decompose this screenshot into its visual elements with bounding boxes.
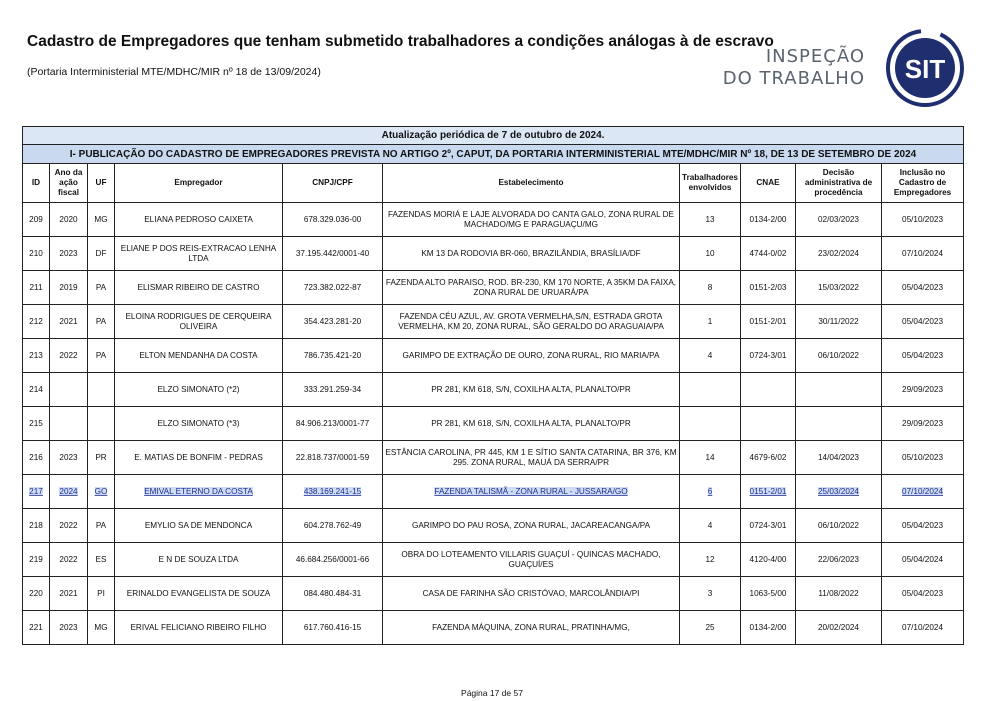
table-row [23,577,964,611]
cell-empregador [115,475,283,509]
cell-ano-text: 2023 [59,452,78,462]
cell-trab-text: 1 [707,316,713,326]
cell-empregador [115,305,283,339]
cell-uf-text: ES [95,554,107,564]
cell-inclusao [882,509,964,543]
cell-cnae [741,509,796,543]
cell-ano-text: 2022 [59,520,78,530]
cell-cnpj-text: 354.423.281-20 [303,316,362,326]
cell-estab-text: PR 281, KM 618, S/N, COXILHA ALTA, PLANALTO/PR [431,384,631,394]
cell-empregador [115,509,283,543]
cell-decisao-text: 02/03/2023 [818,214,859,224]
cell-cnae-text: 0151-2/01 [749,316,787,326]
col-header-cnae: CNAE [741,164,796,203]
cell-empregador [115,543,283,577]
col-header-id: ID [23,164,50,203]
cell-decisao-text: 15/03/2022 [818,282,859,292]
cell-uf-text: DF [95,248,107,258]
cell-trab-text: 3 [707,588,713,598]
cell-uf [88,475,115,509]
cell-inclusao-text: 05/10/2023 [902,452,943,462]
cell-ano [50,237,88,271]
cell-cnpj [283,373,383,407]
cell-inclusao [882,577,964,611]
cell-cnpj-text: 723.382.022-87 [303,282,362,292]
cell-uf-text: PR [95,452,107,462]
cell-cnae [741,441,796,475]
table-row [23,509,964,543]
cell-id-text: 211 [29,282,43,292]
cell-uf [88,577,115,611]
cell-trab [680,305,741,339]
cell-cnpj [283,543,383,577]
table-row [23,441,964,475]
cell-inclusao-text: 07/10/2024 [902,486,943,496]
cell-estab [383,271,680,305]
cell-cnae [741,611,796,645]
cell-cnae-text: 0134-2/00 [749,622,787,632]
cell-trab [680,237,741,271]
cell-cnpj [283,237,383,271]
cell-inclusao [882,407,964,441]
cell-decisao [796,611,882,645]
cell-id [23,509,50,543]
cell-inclusao [882,305,964,339]
cell-trab-text: 10 [705,248,715,258]
cell-decisao-text: 30/11/2022 [818,316,859,326]
cell-cnae-text: 4120-4/00 [749,554,787,564]
cell-decisao-text: 23/02/2024 [818,248,859,258]
cell-id [23,441,50,475]
cell-trab-text: 4 [707,520,713,530]
cell-inclusao-text: 05/04/2023 [902,520,943,530]
cell-uf-text: PA [95,282,107,292]
cell-inclusao-text: 05/04/2023 [902,350,943,360]
document-title: Cadastro de Empregadores que tenham submetido trabalhadores a condições análogas à de escravo [27,33,774,50]
cell-estab [383,407,680,441]
cell-estab-text: PR 281, KM 618, S/N, COXILHA ALTA, PLANALTO/PR [431,418,631,428]
cell-estab-text: KM 13 DA RODOVIA BR-060, BRAZILÂNDIA, BRASÍLIA/DF [421,248,641,258]
cell-uf [88,271,115,305]
cell-inclusao [882,373,964,407]
cell-empregador-text: EMIVAL ETERNO DA COSTA [144,486,253,496]
cell-cnpj [283,509,383,543]
cell-uf [88,543,115,577]
cell-uf-text: MG [94,214,108,224]
cell-estab-text: GARIMPO DO PAU ROSA, ZONA RURAL, JACAREACANGA/PA [411,520,651,530]
cell-estab [383,373,680,407]
cell-cnae-text: 0724-3/01 [749,350,787,360]
cell-id-text: 221 [29,622,43,632]
cell-id-text: 217 [29,486,43,496]
cell-cnpj-text: 604.278.762-49 [303,520,362,530]
logo-line-2: DO TRABALHO [722,68,865,89]
cell-inclusao [882,237,964,271]
cell-cnpj-text: 46.684.256/0001-66 [295,554,370,564]
cell-cnpj [283,611,383,645]
cell-cnae [741,407,796,441]
cell-id [23,543,50,577]
cell-ano-text: 2021 [59,316,78,326]
cell-cnae-text: 0134-2/00 [749,214,787,224]
cell-estab [383,441,680,475]
table-row [23,237,964,271]
cell-estab-text: GARIMPO DE EXTRAÇÃO DE OURO, ZONA RURAL, RIO MARIA/PA [402,350,660,360]
col-header-empregador: Empregador [115,164,283,203]
cell-cnae-text: 0151-2/01 [749,486,787,496]
cell-inclusao-text: 05/04/2024 [902,554,943,564]
cell-id-text: 220 [29,588,43,598]
cell-uf-text: GO [94,486,108,496]
cell-cnpj-text: 37.195.442/0001-40 [295,248,370,258]
cell-cnpj-text: 438.169.241-15 [303,486,362,496]
cell-decisao [796,441,882,475]
cell-inclusao [882,441,964,475]
cell-id-text: 219 [29,554,43,564]
cell-cnpj [283,271,383,305]
col-header-estabelecimento: Estabelecimento [383,164,680,203]
cell-decisao-text: 14/04/2023 [818,452,859,462]
cell-empregador-text: ERINALDO EVANGELISTA DE SOUZA [126,588,271,598]
employers-table [22,126,964,645]
cell-id [23,407,50,441]
cell-empregador-text: E. MATIAS DE BONFIM - PEDRAS [134,452,263,462]
table-row [23,475,964,509]
cell-trab [680,441,741,475]
page-number: Página 17 de 57 [461,688,523,698]
cell-decisao [796,475,882,509]
cell-cnae-text: 4744-0/02 [749,248,787,258]
cell-id-text: 214 [29,384,43,394]
cell-estab-text: CASA DE FARINHA SÃO CRISTÓVAO, MARCOLÂNDIA/PI [422,588,640,598]
cell-cnpj [283,441,383,475]
cell-estab [383,577,680,611]
col-header-decisao: Decisão administrativa de procedência [796,164,882,203]
cell-inclusao [882,339,964,373]
cell-cnpj [283,475,383,509]
cell-cnae-text: 1063-5/00 [749,588,787,598]
cell-uf-text: PA [95,520,107,530]
cell-cnpj [283,339,383,373]
cell-ano-text: 2020 [59,214,78,224]
cell-cnpj [283,305,383,339]
cell-empregador [115,271,283,305]
cell-empregador [115,203,283,237]
cell-cnae [741,271,796,305]
cell-id-text: 216 [29,452,43,462]
cell-decisao [796,373,882,407]
cell-id-text: 210 [29,248,43,258]
cell-uf-text: MG [94,622,108,632]
cell-uf-text: PA [95,316,107,326]
cell-decisao [796,509,882,543]
cell-cnpj-text: 22.818.737/0001-59 [295,452,370,462]
cell-empregador [115,407,283,441]
cell-cnae [741,203,796,237]
cell-decisao [796,203,882,237]
cell-cnpj [283,203,383,237]
cell-cnae-text: 0724-3/01 [749,520,787,530]
cell-id-text: 212 [29,316,43,326]
cell-empregador [115,373,283,407]
cell-estab-text: FAZENDA TALISMÃ - ZONA RURAL - JUSSARA/GO [434,486,628,496]
cell-uf [88,373,115,407]
cell-id-text: 213 [29,350,43,360]
cell-uf [88,407,115,441]
cell-empregador [115,237,283,271]
cell-trab [680,339,741,373]
cell-inclusao-text: 29/09/2023 [902,418,943,428]
cell-uf [88,441,115,475]
cell-cnae [741,237,796,271]
cell-empregador-text: ERIVAL FELICIANO RIBEIRO FILHO [130,622,267,632]
cell-inclusao [882,475,964,509]
cell-uf-text: PA [95,350,107,360]
cell-uf [88,305,115,339]
cell-uf [88,611,115,645]
col-header-uf: UF [88,164,115,203]
cell-trab [680,509,741,543]
cell-id [23,203,50,237]
cell-id [23,339,50,373]
cell-decisao [796,271,882,305]
cell-cnae [741,543,796,577]
cell-id-text: 215 [29,418,43,428]
cell-ano [50,203,88,237]
cell-ano-text: 2023 [59,622,78,632]
cell-decisao [796,339,882,373]
cell-trab [680,203,741,237]
cell-inclusao-text: 29/09/2023 [902,384,943,394]
cell-decisao-text: 20/02/2024 [818,622,859,632]
cell-empregador-text: EMYLIO SA DE MENDONCA [144,520,253,530]
cell-estab [383,611,680,645]
cell-cnpj-text: 084.480.484-31 [303,588,362,598]
table-row [23,543,964,577]
table-header-row [23,164,964,203]
col-header-ano: Ano da ação fiscal [50,164,88,203]
cell-ano [50,475,88,509]
logo-mark-text: SIT [904,54,946,84]
cell-ano [50,305,88,339]
cell-inclusao-text: 05/04/2023 [902,282,943,292]
cell-trab-text: 4 [707,350,713,360]
cell-trab-text: 8 [707,282,713,292]
cell-cnpj-text: 678.329.036-00 [303,214,362,224]
cell-ano [50,543,88,577]
cell-id [23,577,50,611]
cell-trab-text: 13 [705,214,715,224]
cell-inclusao [882,203,964,237]
cell-decisao [796,543,882,577]
col-header-cnpj: CNPJ/CPF [283,164,383,203]
cell-empregador-text: ELZO SIMONATO (*2) [157,384,240,394]
cell-trab [680,577,741,611]
table-row [23,271,964,305]
cell-uf [88,339,115,373]
cell-inclusao-text: 07/10/2024 [902,622,943,632]
cell-inclusao-text: 07/10/2024 [902,248,943,258]
cell-cnpj-text: 333.291.259-34 [303,384,362,394]
cell-cnae [741,577,796,611]
cell-empregador [115,339,283,373]
cell-decisao-text: 06/10/2022 [818,520,859,530]
cell-ano-text: 2024 [59,486,78,496]
cell-empregador-text: ELISMAR RIBEIRO DE CASTRO [137,282,260,292]
cell-trab [680,543,741,577]
table-row [23,611,964,645]
cell-decisao [796,237,882,271]
cell-inclusao-text: 05/04/2023 [902,316,943,326]
cell-estab-text: FAZENDAS MORIÁ E LAJE ALVORADA DO CANTA GALO, ZONA RURAL DE MACHADO/MG E PARAGUAÇU/MG [387,209,675,229]
update-banner: Atualização periódica de 7 de outubro de 2024. [23,127,964,145]
cell-trab [680,407,741,441]
cell-id [23,237,50,271]
cell-empregador-text: ELIANA PEDROSO CAIXETA [144,214,253,224]
cell-ano [50,271,88,305]
cell-cnae [741,475,796,509]
cell-estab [383,543,680,577]
cell-decisao [796,305,882,339]
col-header-trabalhadores: Trabalhadores envolvidos [680,164,741,203]
cell-empregador [115,577,283,611]
cell-empregador-text: ELTON MENDANHA DA COSTA [139,350,258,360]
cell-estab [383,203,680,237]
cell-inclusao [882,543,964,577]
cell-id [23,373,50,407]
cell-uf-text: PI [97,588,105,598]
cell-estab-text: OBRA DO LOTEAMENTO VILLARIS GUAÇUÍ - QUINCAS MACHADO, GUAÇUÍ/ES [401,549,661,569]
cell-estab [383,237,680,271]
cell-empregador-text: E N DE SOUZA LTDA [158,554,239,564]
cell-inclusao [882,611,964,645]
document-subtitle: (Portaria Interministerial MTE/MDHC/MIR nº 18 de 13/09/2024) [27,66,321,78]
cell-inclusao-text: 05/04/2023 [902,588,943,598]
cell-cnpj-text: 84.906.213/0001-77 [295,418,370,428]
section-banner: I- PUBLICAÇÃO DO CADASTRO DE EMPREGADORES PREVISTA NO ARTIGO 2º, CAPUT, DA PORTARIA INTERMINISTERIAL MTE/MDHC/MIR Nº 18, DE 13 DE SETEMBRO DE 2024 [23,145,964,164]
cell-ano [50,611,88,645]
cell-id [23,475,50,509]
cell-inclusao-text: 05/10/2023 [902,214,943,224]
cell-trab-text: 25 [705,622,715,632]
cell-ano-text: 2022 [59,554,78,564]
cell-id [23,305,50,339]
cell-decisao-text: 25/03/2024 [818,486,859,496]
cell-id-text: 209 [29,214,43,224]
cell-decisao [796,407,882,441]
cell-ano [50,509,88,543]
cell-estab-text: FAZENDA ALTO PARAISO, ROD. BR-230, KM 170 NORTE, A 35KM DA FAIXA, ZONA RURAL DE URUARÁ/PA [385,277,677,297]
cell-decisao-text: 06/10/2022 [818,350,859,360]
cell-estab-text: FAZENDA CÉU AZUL, AV. GROTA VERMELHA,S/N, ESTRADA GROTA VERMELHA, KM 20, ZONA RURAL, SÃO GERALDO DO ARAGUAIA/PA [398,311,664,331]
cell-uf [88,203,115,237]
cell-cnpj-text: 617.760.416-15 [303,622,362,632]
cell-trab [680,373,741,407]
cell-empregador [115,441,283,475]
cell-empregador [115,611,283,645]
cell-trab-text: 14 [705,452,715,462]
cell-cnae-text: 0151-2/03 [749,282,787,292]
cell-trab [680,271,741,305]
cell-decisao [796,577,882,611]
cell-estab [383,475,680,509]
cell-trab [680,611,741,645]
cell-cnae [741,339,796,373]
table-row [23,373,964,407]
table-row [23,407,964,441]
cell-cnpj [283,407,383,441]
cell-cnae [741,305,796,339]
cell-empregador-text: ELIANE P DOS REIS-EXTRACAO LENHA LTDA [120,243,277,263]
cell-estab [383,305,680,339]
cell-decisao-text: 11/08/2022 [818,588,859,598]
cell-cnpj [283,577,383,611]
cell-id-text: 218 [29,520,43,530]
cell-ano-text: 2023 [59,248,78,258]
cell-trab [680,475,741,509]
cell-ano [50,407,88,441]
cell-empregador-text: ELOINA RODRIGUES DE CERQUEIRA OLIVEIRA [125,311,272,331]
cell-cnpj-text: 786.735.421-20 [303,350,362,360]
cell-estab [383,339,680,373]
table-row [23,305,964,339]
table-row [23,203,964,237]
cell-id [23,611,50,645]
table-row [23,339,964,373]
cell-trab-text: 6 [707,486,713,496]
cell-estab-text: FAZENDA MÁQUINA, ZONA RURAL, PRATINHA/MG, [432,622,630,632]
cell-ano-text: 2022 [59,350,78,360]
cell-id [23,271,50,305]
cell-cnae [741,373,796,407]
inspecao-do-trabalho-logo [722,28,970,108]
cell-ano [50,339,88,373]
cell-cnae-text: 4679-6/02 [749,452,787,462]
cell-empregador-text: ELZO SIMONATO (*3) [157,418,240,428]
logo-line-1: INSPEÇÃO [765,46,865,67]
sit-seal-icon [870,28,970,108]
cell-trab-text: 12 [705,554,715,564]
cell-ano-text: 2019 [59,282,78,292]
col-header-inclusao: Inclusão no Cadastro de Empregadores [882,164,964,203]
cell-ano [50,373,88,407]
cell-estab [383,509,680,543]
cell-decisao-text: 22/06/2023 [818,554,859,564]
cell-estab-text: ESTÂNCIA CAROLINA, PR 445, KM 1 E SÍTIO SANTA CATARINA, BR 376, KM 295. ZONA RURAL, MAUÁ DA SERRA/PR [385,447,677,467]
cell-uf [88,237,115,271]
cell-inclusao [882,271,964,305]
cell-ano [50,577,88,611]
cell-ano [50,441,88,475]
cell-ano-text: 2021 [59,588,78,598]
cell-uf [88,509,115,543]
